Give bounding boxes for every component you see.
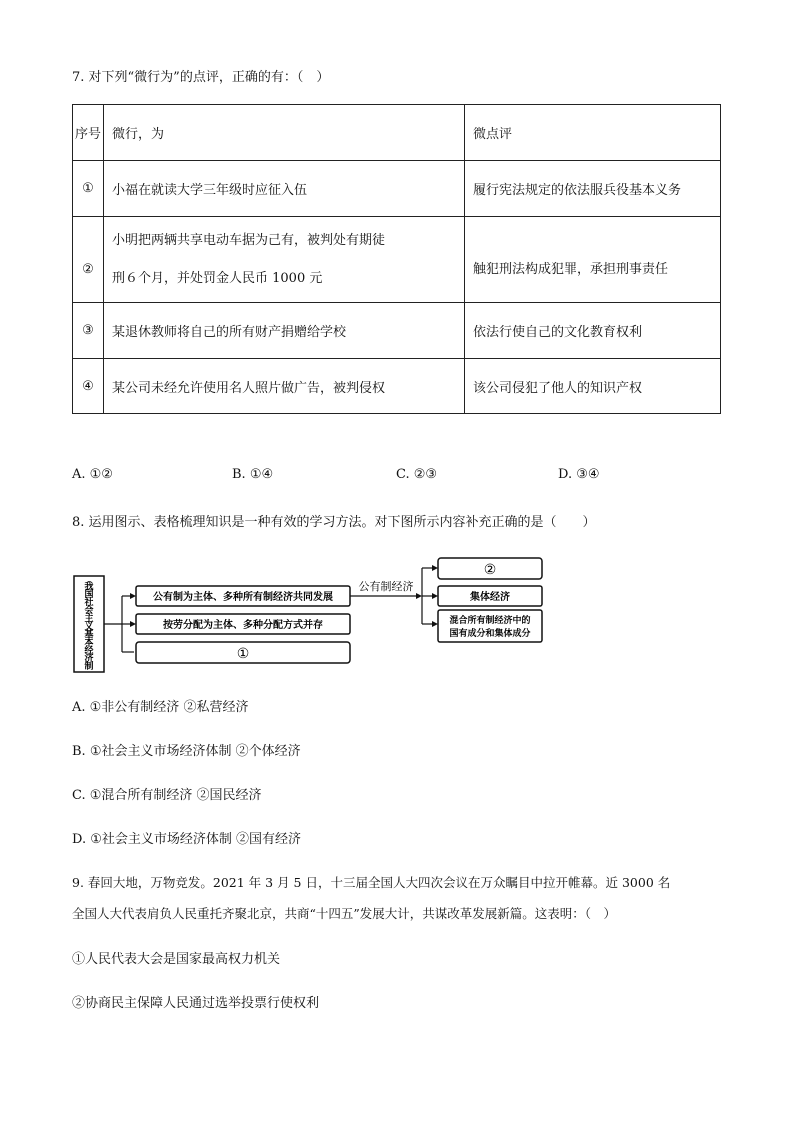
root-char: 会 bbox=[84, 606, 94, 616]
root-char: 经 bbox=[84, 646, 94, 656]
q8-option-d: D. ①社会主义市场经济体制 ②国有经济 bbox=[72, 832, 302, 847]
q7-option-b: B. ①④ bbox=[232, 467, 274, 482]
q9-stem-line1: 9. 春回大地，万物竞发。2021 年 3 月 5 日，十三届全国人大四次会议在万众瞩目中拉开帷幕。近 3000 名 bbox=[72, 875, 671, 890]
box-mixed-line1: 混合所有制经济中的 bbox=[449, 616, 531, 626]
row-behavior bbox=[104, 217, 465, 303]
row-no: ③ bbox=[73, 303, 104, 359]
root-char: 社 bbox=[84, 598, 94, 608]
box-mixed-line2: 国有成分和集体成分 bbox=[449, 629, 531, 639]
header-comment: 微点评 bbox=[465, 105, 721, 161]
row-behavior: 某退休教师将自己的所有财产捐赠给学校 bbox=[104, 303, 465, 359]
row-comment: 该公司侵犯了他人的知识产权 bbox=[465, 359, 721, 414]
q7-option-c: C. ②③ bbox=[396, 467, 438, 482]
q9-stem-line2: 全国人大代表肩负人民重托齐聚北京，共商“十四五”发展大计，共谋改革发展新篇。这表明：（ ） bbox=[72, 906, 617, 921]
box-blank-2-label: ② bbox=[483, 562, 497, 578]
root-connectors bbox=[104, 596, 134, 652]
row-comment: 依法行使自己的文化教育权利 bbox=[465, 303, 721, 359]
header-behavior: 微行，为 bbox=[104, 105, 465, 161]
q8-option-b: B. ①社会主义市场经济体制 ②个体经济 bbox=[72, 744, 301, 759]
arrow-head bbox=[416, 593, 422, 599]
q9-item-2: ②协商民主保障人民通过选举投票行使权利 bbox=[72, 996, 320, 1011]
box-collective-label: 集体经济 bbox=[470, 592, 510, 603]
box-distribution-label: 按劳分配为主体、多种分配方式并存 bbox=[163, 620, 323, 631]
root-chars bbox=[83, 580, 93, 672]
row-no: ① bbox=[73, 161, 104, 217]
q9-item-1: ①人民代表大会是国家最高权力机关 bbox=[72, 952, 281, 967]
root-char: 制 bbox=[84, 662, 94, 672]
root-char: 济 bbox=[84, 654, 94, 664]
q7-stem: 7. 对下列“微行为”的点评，正确的有：（ ） bbox=[72, 70, 330, 85]
row-behavior-line2: 刑６个月，并处罚金人民币 1000 元 bbox=[112, 270, 323, 286]
root-char: 国 bbox=[84, 590, 94, 600]
box-ownership-label: 公有制为主体、多种所有制经济共同发展 bbox=[153, 592, 333, 603]
row-comment: 履行宪法规定的依法服兵役基本义务 bbox=[465, 161, 721, 217]
q8-stem: 8. 运用图示、表格梳理知识是一种有效的学习方法。对下图所示内容补充正确的是（ ） bbox=[72, 515, 596, 530]
row-behavior: 某公司未经允许使用名人照片做广告，被判侵权 bbox=[104, 359, 465, 414]
row-no: ② bbox=[73, 217, 104, 303]
q7-option-a: A. ①② bbox=[72, 467, 113, 482]
table-row bbox=[73, 303, 721, 359]
row-comment: 触犯刑法构成犯罪，承担刑事责任 bbox=[465, 217, 721, 303]
q7-option-d: D. ③④ bbox=[558, 467, 600, 482]
table-row bbox=[73, 217, 721, 303]
arrow-label: 公有制经济 bbox=[358, 580, 414, 593]
q8-diagram bbox=[70, 552, 550, 676]
root-char: 主 bbox=[84, 614, 94, 624]
root-char: 义 bbox=[84, 622, 94, 632]
row-behavior: 小福在就读大学三年级时应征入伍 bbox=[104, 161, 465, 217]
table-header-row bbox=[73, 105, 721, 161]
row-behavior-line1: 小明把两辆共享电动车据为己有，被判处有期徒 bbox=[112, 232, 386, 248]
box-blank-1-label: ① bbox=[236, 646, 250, 662]
arrow-heads bbox=[130, 593, 136, 627]
root-char: 本 bbox=[84, 638, 94, 648]
root-char: 基 bbox=[84, 630, 94, 640]
table-row bbox=[73, 161, 721, 217]
q8-option-c: C. ①混合所有制经济 ②国民经济 bbox=[72, 788, 262, 803]
header-no: 序号 bbox=[73, 105, 104, 161]
arrow-heads-right bbox=[432, 565, 438, 627]
row-no: ④ bbox=[73, 359, 104, 414]
q8-option-a: A. ①非公有制经济 ②私营经济 bbox=[72, 700, 249, 715]
root-char: 我 bbox=[84, 582, 94, 592]
q7-table bbox=[72, 104, 721, 414]
table-row bbox=[73, 359, 721, 414]
